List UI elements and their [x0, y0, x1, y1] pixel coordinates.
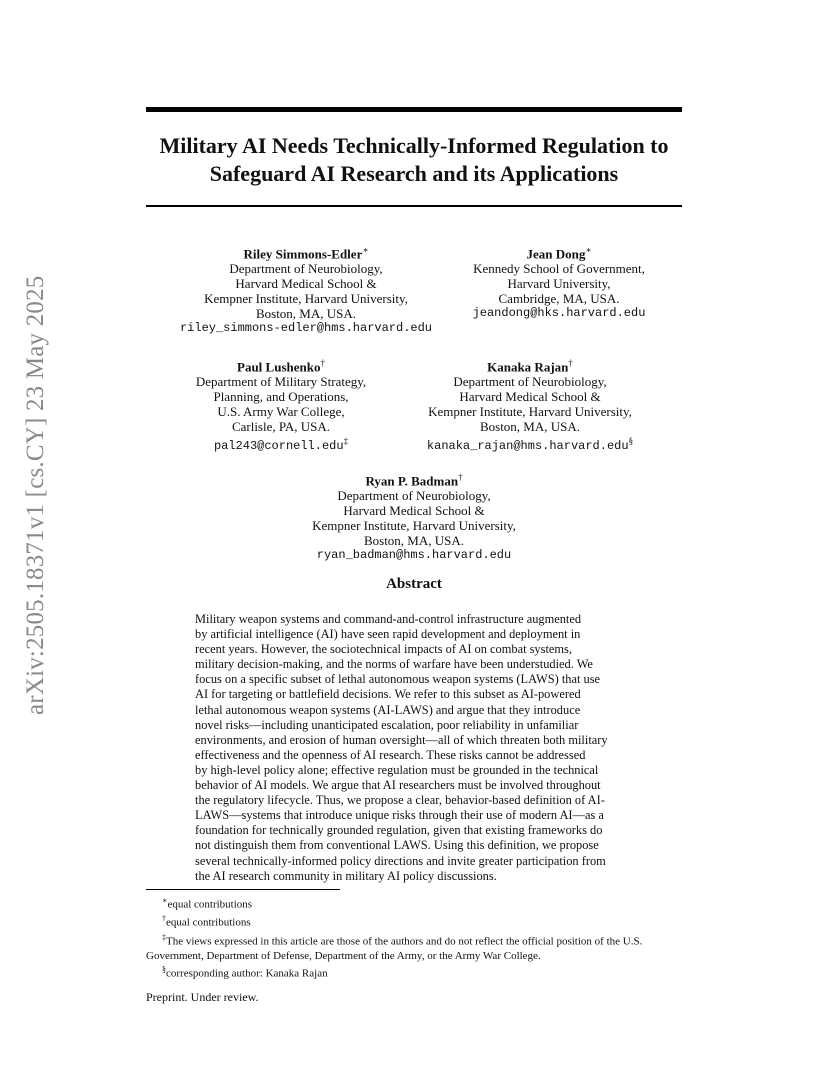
affiliation-line: Department of Neurobiology, — [337, 488, 491, 504]
author-block — [170, 356, 392, 454]
title-line: Military AI Needs Technically-Informed Regulation to — [159, 133, 669, 158]
affiliation-line: Kempner Institute, Harvard University, — [428, 404, 632, 420]
affiliation-line: Boston, MA, USA. — [363, 533, 465, 549]
affiliation-line: Department of Military Strategy, — [195, 374, 367, 390]
affiliation-line: Kempner Institute, Harvard University, — [204, 291, 408, 307]
affiliation-line: Boston, MA, USA. — [255, 306, 357, 322]
abstract-line: by artificial intelligence (AI) have seen rapid development and deployment in — [195, 627, 581, 642]
abstract-heading: Abstract — [386, 576, 442, 592]
affiliation-line: Boston, MA, USA. — [479, 419, 581, 435]
footnotes — [146, 894, 686, 982]
title-top-rule — [146, 107, 682, 112]
affiliation-line: Harvard University, — [507, 276, 611, 292]
affiliation-line: Kempner Institute, Harvard University, — [312, 518, 516, 534]
author-email[interactable]: pal243@cornell.edu‡ — [213, 436, 349, 454]
footnote-continuation: Government, Department of Defense, Department of the Army, or the Army War College. — [146, 949, 541, 962]
affiliation-line: Department of Neurobiology, — [229, 261, 383, 277]
abstract-line: focus on a specific subset of lethal autonomous weapon systems (LAWS) that use — [195, 672, 601, 687]
abstract-line: military decision-making, and the norms of warfare have been understudied. We — [195, 657, 593, 672]
affiliation-line: U.S. Army War College, — [217, 404, 345, 420]
title-line: Safeguard AI Research and its Applications — [209, 161, 619, 186]
footnote: ∗equal contributions — [162, 896, 253, 911]
affiliation-line: Harvard Medical School & — [459, 389, 601, 405]
abstract-line: recent years. However, the sociotechnical impacts of AI on combat systems, — [195, 642, 572, 657]
footnote: §corresponding author: Kanaka Rajan — [162, 965, 328, 980]
author-name: Jean Dong∗ — [526, 245, 592, 262]
abstract-line: behavior of AI models. We argue that AI researchers must be involved throughout — [195, 778, 601, 793]
footnote-rule — [146, 889, 340, 890]
affiliation-line: Carlisle, PA, USA. — [231, 419, 331, 435]
abstract-line: not distinguish them from conventional LAWS. Using this definition, we propose — [195, 838, 599, 853]
footnote: †equal contributions — [162, 914, 251, 929]
abstract-line: AI for targeting or battlefield decisions. We refer to this subset as AI-powered — [195, 687, 581, 702]
abstract-body — [195, 612, 635, 884]
author-email[interactable]: jeandong@hks.harvard.edu — [472, 306, 646, 321]
abstract-line: environments, and erosion of human oversight—all of which threaten both military — [195, 732, 608, 747]
author-name: Riley Simmons-Edler∗ — [243, 245, 369, 262]
author-email[interactable]: riley_simmons-edler@hms.harvard.edu — [179, 321, 433, 336]
author-name: Paul Lushenko† — [237, 358, 325, 375]
abstract-line: by high-level policy alone; effective regulation must be grounded in the technical — [195, 762, 599, 777]
author-block — [280, 470, 548, 563]
title-bottom-rule — [146, 205, 682, 207]
affiliation-line: Kennedy School of Government, — [473, 261, 645, 277]
affiliation-line: Cambridge, MA, USA. — [498, 291, 620, 307]
abstract-line: several technically-informed policy directions and invite greater participation from — [195, 853, 606, 868]
abstract-line: the AI research community in military AI policy discussions. — [195, 868, 497, 883]
author-block — [410, 356, 650, 454]
author-email[interactable]: kanaka_rajan@hms.harvard.edu§ — [426, 436, 634, 454]
author-email[interactable]: ryan_badman@hms.harvard.edu — [316, 548, 512, 563]
abstract-line: Military weapon systems and command-and-control infrastructure augmented — [195, 612, 582, 626]
author-block — [445, 243, 673, 321]
arxiv-identifier: arXiv:2505.18371v1 [cs.CY] 23 May 2025 — [22, 275, 49, 715]
abstract-line: effectiveness and the openness of AI research. These risks cannot be addressed — [195, 747, 586, 762]
abstract-line: novel risks—including unanticipated escalation, poor reliability in unfamiliar — [195, 717, 579, 732]
abstract-line: the regulatory lifecycle. Thus, we propose a clear, behavior-based definition of AI- — [195, 793, 605, 808]
author-name: Kanaka Rajan† — [487, 358, 573, 375]
affiliation-line: Department of Neurobiology, — [453, 374, 607, 390]
abstract-line: LAWS—systems that introduce unique risks through their use of modern AI—as a — [195, 808, 604, 823]
paper-title — [130, 132, 698, 188]
abstract-line: foundation for technically grounded regulation, given that existing frameworks do — [195, 823, 603, 838]
preprint-note: Preprint. Under review. — [146, 990, 259, 1004]
affiliation-line: Harvard Medical School & — [343, 503, 485, 519]
footnote: ‡The views expressed in this article are those of the authors and do not reflect the official position of the U.S. — [162, 932, 643, 948]
author-name: Ryan P. Badman† — [365, 472, 463, 489]
author-block — [170, 243, 442, 336]
affiliation-line: Planning, and Operations, — [213, 389, 349, 405]
abstract-line: lethal autonomous weapon systems (AI-LAWS) and argue that they introduce — [195, 702, 581, 717]
affiliation-line: Harvard Medical School & — [235, 276, 377, 292]
